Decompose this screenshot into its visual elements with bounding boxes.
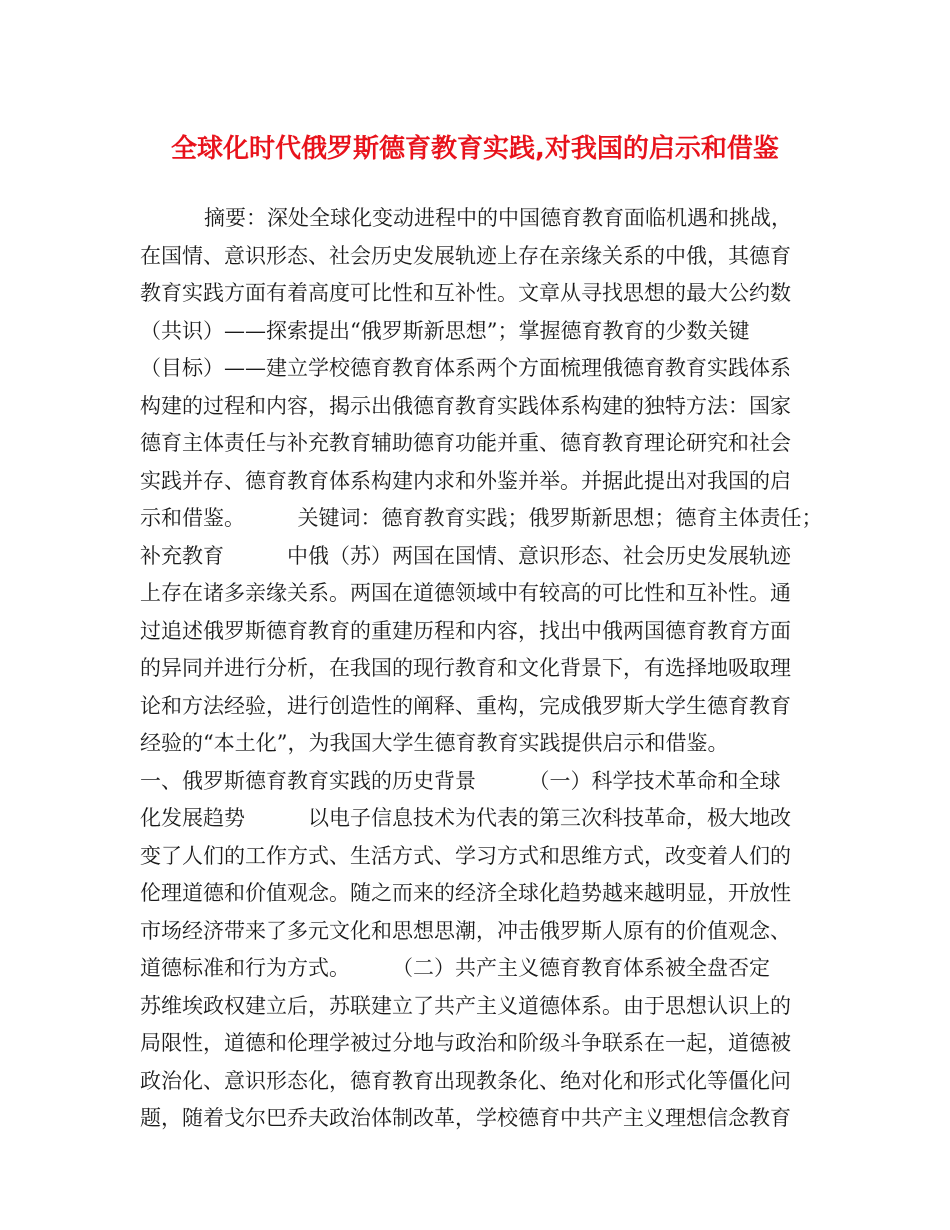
- body-line: 经验的“本土化”，为我国大学生德育教育实践提供启示和借鉴。: [140, 731, 729, 755]
- body-line: 论和方法经验，进行创造性的阐释、重构，完成俄罗斯大学生德育教育: [140, 693, 791, 718]
- body-line: 化发展趋势 以电子信息技术为代表的第三次科技革命，极大地改: [140, 806, 791, 830]
- body-line: 道德标准和行为方式。 （二）共产主义德育教育体系被全盘否定: [140, 956, 770, 980]
- body-line: 实践并存、德育教育体系构建内求和外鉴并举。并据此提出对我国的启: [140, 468, 791, 493]
- body-line: 一、俄罗斯德育教育实践的历史背景 （一）科学技术革命和全球: [140, 768, 781, 793]
- body-line: 教育实践方面有着高度可比性和互补性。文章从寻找思想的最大公约数: [140, 281, 791, 305]
- body-line: 政治化、意识形态化，德育教育出现教条化、绝对化和形式化等僵化问: [140, 1068, 791, 1093]
- body-line: 局限性，道德和伦理学被过分地与政治和阶级斗争联系在一起，道德被: [140, 1031, 791, 1055]
- document-body: [140, 200, 830, 1138]
- body-line: 变了人们的工作方式、生活方式、学习方式和思维方式，改变着人们的: [140, 843, 791, 868]
- body-line: 市场经济带来了多元文化和思想思潮，冲击俄罗斯人原有的价值观念、: [140, 918, 791, 943]
- body-line: 上存在诸多亲缘关系。两国在道德领域中有较高的可比性和互补性。通: [140, 581, 791, 605]
- body-line: （共识）——探索提出“俄罗斯新思想”；掌握德育教育的少数关键: [140, 318, 750, 343]
- body-line: 补充教育 中俄（苏）两国在国情、意识形态、社会历史发展轨迹: [140, 543, 791, 568]
- document-title: 全球化时代俄罗斯德育教育实践,对我国的启示和借鉴: [171, 134, 779, 164]
- body-line: 在国情、意识形态、社会历史发展轨迹上存在亲缘关系的中俄，其德育: [140, 243, 791, 268]
- body-line: 过追述俄罗斯德育教育的重建历程和内容，找出中俄两国德育教育方面: [140, 618, 791, 643]
- body-line: 构建的过程和内容，揭示出俄德育教育实践体系构建的独特方法：国家: [140, 393, 791, 418]
- body-line: 摘要：深处全球化变动进程中的中国德育教育面临机遇和挑战，: [204, 206, 792, 230]
- body-line: 示和借鉴。 关键词：德育教育实践；俄罗斯新思想；德育主体责任；: [140, 506, 823, 530]
- body-line: 伦理道德和价值观念。随之而来的经济全球化趋势越来越明显，开放性: [140, 881, 791, 905]
- body-line: 题，随着戈尔巴乔夫政治体制改革，学校德育中共产主义理想信念教育: [140, 1106, 791, 1130]
- body-line: （目标）——建立学校德育教育体系两个方面梳理俄德育教育实践体系: [140, 356, 791, 380]
- body-line: 苏维埃政权建立后，苏联建立了共产主义道德体系。由于思想认识上的: [140, 993, 791, 1018]
- body-line: 德育主体责任与补充教育辅助德育功能并重、德育教育理论研究和社会: [140, 431, 791, 455]
- body-line: 的异同并进行分析，在我国的现行教育和文化背景下，有选择地吸取理: [140, 656, 791, 680]
